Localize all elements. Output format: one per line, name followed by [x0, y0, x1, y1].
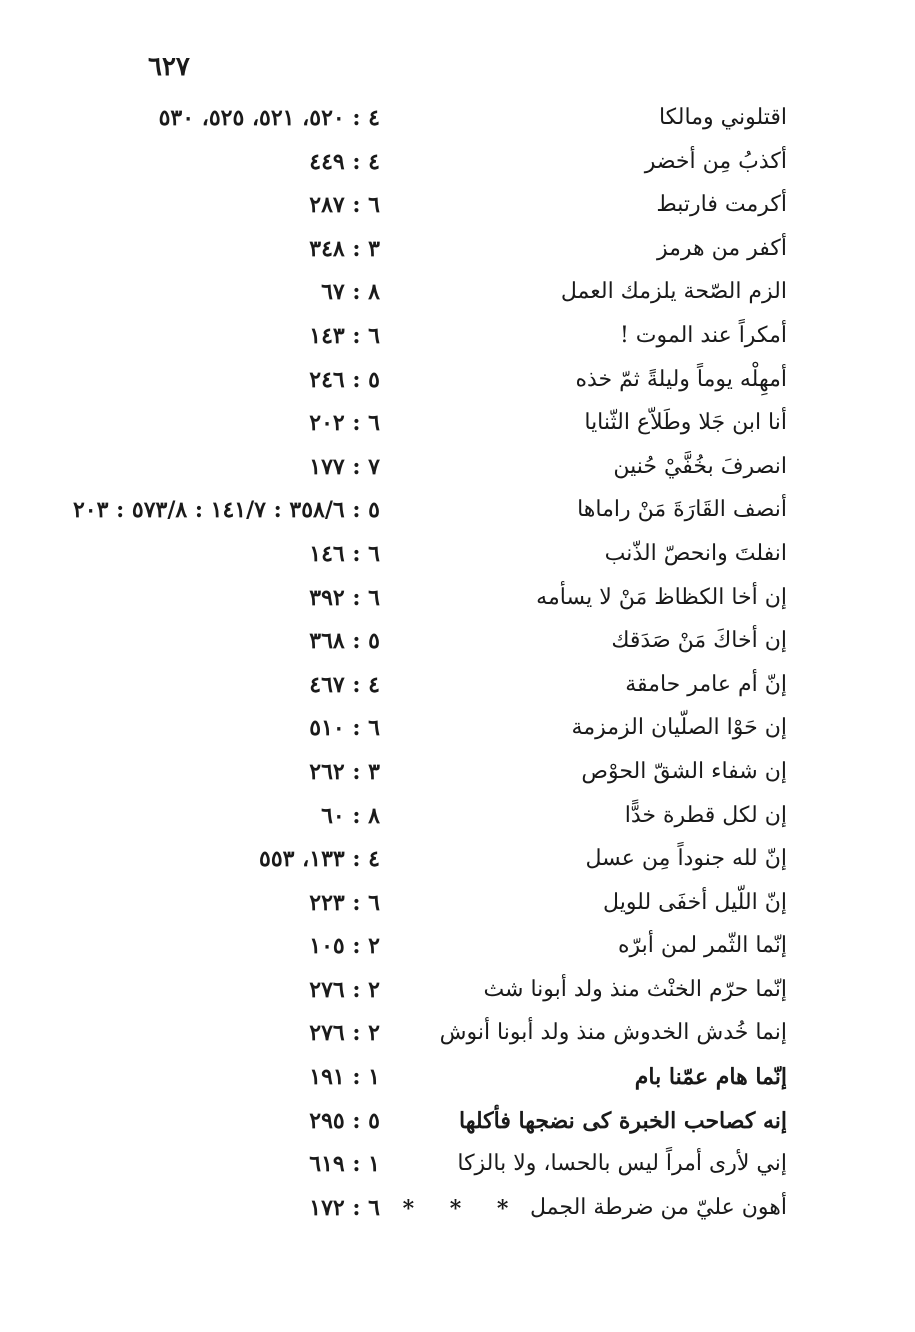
volume-page-refs: ٣ : ٢٦٢: [309, 758, 380, 785]
index-entry: [0, 926, 915, 970]
proverb-text: أنصف القَارَةَ مَنْ راماها: [577, 497, 787, 523]
index-entry: [0, 1057, 915, 1101]
index-entry: [0, 534, 915, 578]
proverb-text: إن أخا الكظاظ مَنْ لا يسأمه: [536, 584, 787, 610]
volume-page-refs: ٦ : ١٤٣: [309, 322, 380, 349]
volume-page-refs: ٤ : ٤٤٩: [309, 148, 380, 175]
index-entry: [0, 708, 915, 752]
proverb-text: أمكراً عند الموت !: [619, 322, 787, 348]
proverb-text: أنا ابن جَلا وطَلاّع الثّنايا: [584, 410, 787, 436]
volume-page-refs: ٢ : ١٠٥: [309, 933, 380, 960]
proverb-text: أكذبُ مِن أخضر: [644, 148, 787, 174]
section-end-ornament: * * *: [402, 1196, 523, 1222]
volume-page-refs: ٦ : ٢٠٢: [309, 410, 380, 437]
volume-page-refs: ٦ : ٢٨٧: [309, 192, 380, 219]
proverb-text: اقتلوني ومالكا: [658, 105, 787, 130]
index-entry: [0, 229, 915, 273]
proverb-text: انفلتَ وانحصّ الذّنب: [604, 540, 787, 566]
index-entry: [0, 98, 915, 142]
proverb-text: أمهِلْه يوماً وليلةً ثمّ خذه: [575, 366, 787, 392]
volume-page-refs: ٢ : ٢٧٦: [309, 976, 380, 1003]
index-entry: [0, 490, 915, 534]
volume-page-refs: ٨ : ٦٧: [321, 279, 380, 306]
index-entry: [0, 316, 915, 360]
proverb-text: إنّما هام عمّنا بام: [634, 1064, 787, 1091]
index-entry: [0, 1013, 915, 1057]
volume-page-refs: ٨ : ٦٠: [321, 802, 380, 829]
proverb-text: إن أخاكَ مَنْ صَدَقك: [611, 628, 787, 654]
page-number: ٦٢٧: [148, 52, 190, 82]
index-entry: [0, 839, 915, 883]
index-entry: [0, 621, 915, 665]
index-entry: [0, 1144, 915, 1188]
proverb-text: إنّ اللّيل أخفَى للويل: [603, 889, 787, 915]
index-entry: [0, 665, 915, 709]
proverb-text: إنّ لله جنوداً مِن عسل: [585, 846, 787, 872]
index-entry: [0, 883, 915, 927]
volume-page-refs: ٦ : ١٤٦: [309, 540, 380, 567]
proverb-text: إن حَوْا الصلّيان الزمزمة: [571, 715, 787, 741]
proverb-text: إنه كصاحب الخبرة كى نضجها فأكلها: [459, 1107, 787, 1134]
volume-page-refs: ١ : ١٩١: [309, 1064, 380, 1091]
index-entry: [0, 403, 915, 447]
proverb-text: إنّما الثّمر لمن أبرّه: [617, 933, 787, 959]
index-entry: [0, 142, 915, 186]
proverb-text: إن لكل قطرة خدًّا: [624, 802, 787, 828]
proverb-text: إنّما حرّم الخنْث منذ ولد أبونا شث: [483, 976, 787, 1002]
volume-page-refs: ٦ : ٢٢٣: [309, 889, 380, 916]
index-entry: [0, 970, 915, 1014]
index-entry: [0, 1101, 915, 1145]
proverb-text: أكفر من هرمز: [656, 235, 787, 261]
volume-page-refs: ٣ : ٣٤٨: [309, 235, 380, 262]
proverb-text: إنما خُدش الخدوش منذ ولد أبونا أنوش: [439, 1020, 787, 1046]
volume-page-refs: ٥ : ٢٤٦: [309, 366, 380, 393]
proverb-text: أهون عليّ من ضرطة الجمل: [529, 1194, 787, 1220]
volume-page-refs: ١ : ٦١٩: [309, 1151, 380, 1178]
volume-page-refs: ٥ : ٣٥٨/٦ : ١٤١/٧ : ٥٧٣/٨ : ٢٠٣: [72, 497, 380, 524]
volume-page-refs: ٤ : ٥٢٠، ٥٢١، ٥٢٥، ٥٣٠: [158, 105, 380, 131]
index-entry: [0, 360, 915, 404]
volume-page-refs: ٦ : ٥١٠: [309, 715, 380, 742]
proverb-text: إني لأرى أمراً ليس بالحسا، ولا بالزكا: [457, 1151, 787, 1177]
proverb-text: انصرفَ بخُفَّيْ حُنين: [613, 453, 787, 479]
volume-page-refs: ٤ : ٤٦٧: [309, 671, 380, 698]
volume-page-refs: ٤ : ١٣٣، ٥٥٣: [259, 846, 380, 873]
index-entry: [0, 447, 915, 491]
proverb-text: إن شفاء الشقّ الحوْص: [581, 758, 787, 784]
index-entry: [0, 185, 915, 229]
volume-page-refs: ٦ : ٣٩٢: [309, 584, 380, 611]
proverb-text: الزم الصّحة يلزمك العمل: [560, 279, 787, 305]
volume-page-refs: ٦ : ١٧٢: [309, 1194, 380, 1221]
index-entry: [0, 796, 915, 840]
index-entry: [0, 272, 915, 316]
proverb-text: أكرمت فارتبط: [656, 192, 787, 218]
index-list: [0, 98, 915, 1231]
volume-page-refs: ٥ : ٣٦٨: [309, 628, 380, 655]
index-entry: [0, 578, 915, 622]
volume-page-refs: ٥ : ٢٩٥: [309, 1107, 380, 1134]
volume-page-refs: ٢ : ٢٧٦: [309, 1020, 380, 1047]
volume-page-refs: ٧ : ١٧٧: [309, 453, 380, 480]
index-entry: [0, 752, 915, 796]
proverb-text: إنّ أم عامر حامقة: [625, 671, 787, 697]
